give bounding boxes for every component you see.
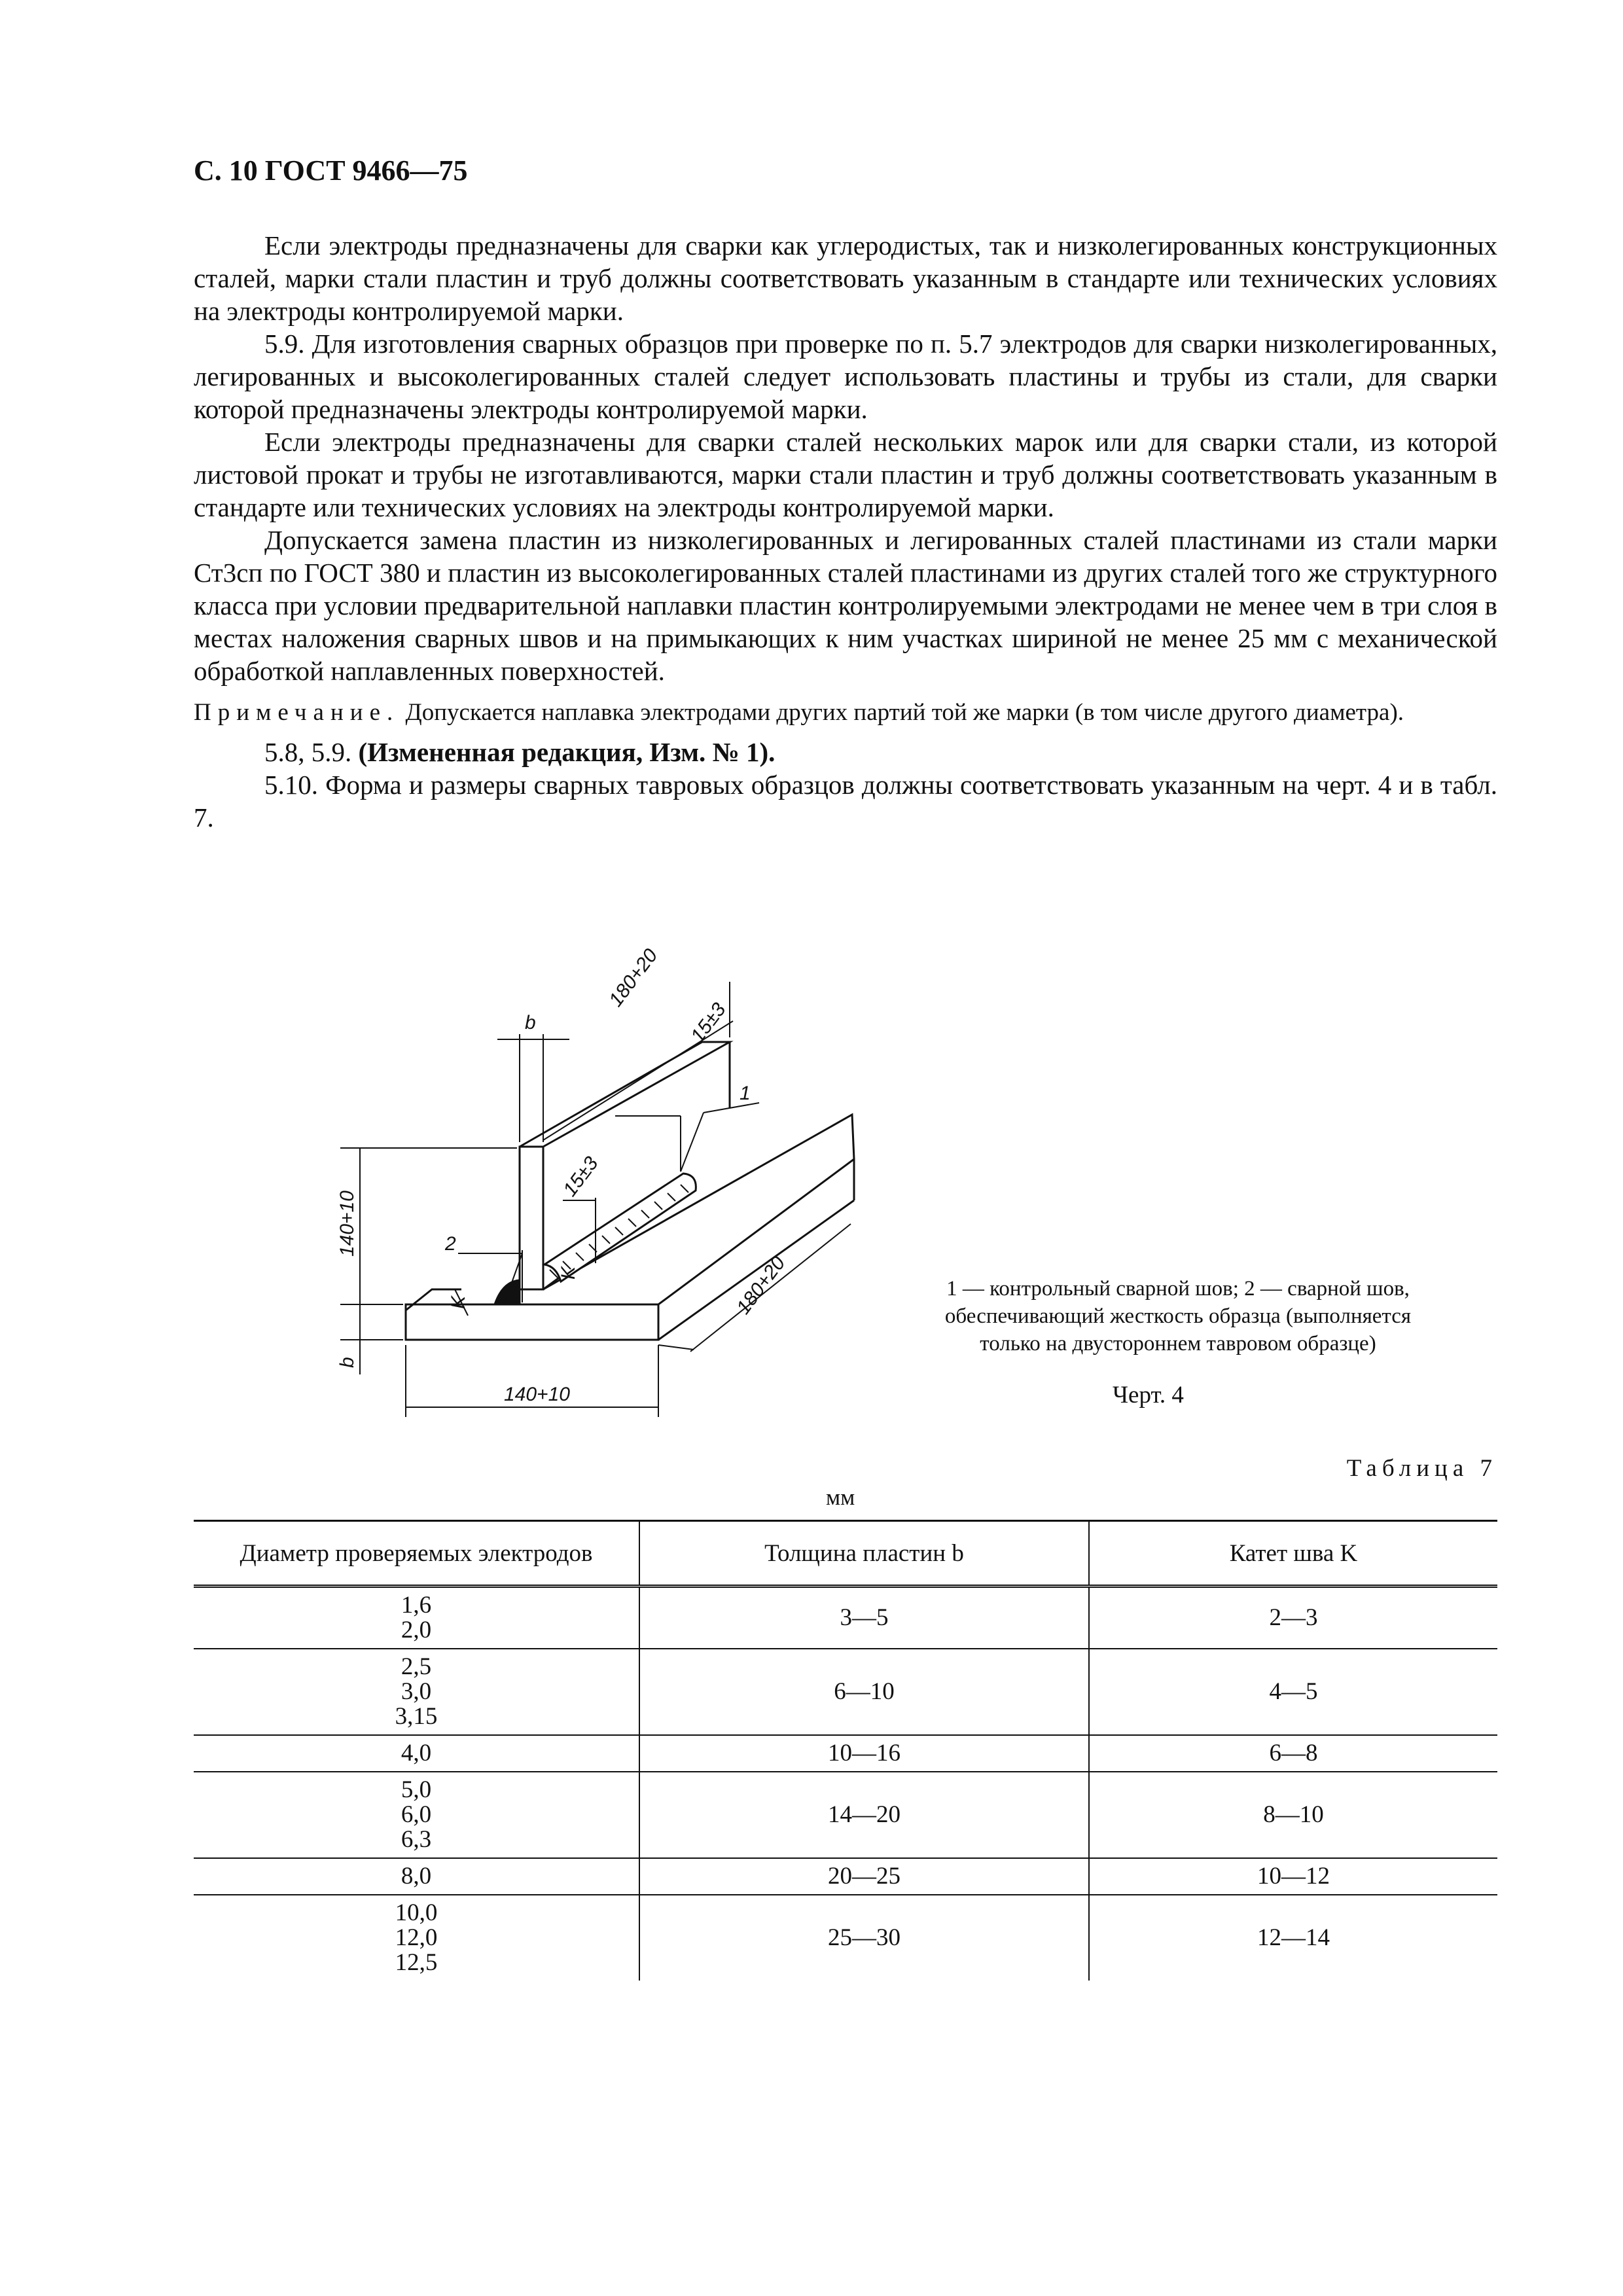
callout-1: 1 <box>740 1083 751 1104</box>
diameter-value: 12,0 <box>395 1924 438 1951</box>
body-text <box>194 229 1497 834</box>
header-diameter: Диаметр проверяемых электродов <box>194 1521 639 1587</box>
diameter-cell <box>194 1735 639 1772</box>
note <box>194 698 1497 728</box>
label-weld-offset-side: 15±3 <box>559 1153 603 1201</box>
diameter-value: 12,5 <box>395 1949 438 1976</box>
header-leg: Катет шва K <box>1089 1521 1497 1587</box>
label-dim-height: 140+10 <box>336 1191 358 1257</box>
diameter-value: 4,0 <box>401 1740 432 1767</box>
note-text: Допускается наплавка электродами других партий той же марки (в том числе другого диаметра). <box>399 699 1404 726</box>
label-leg-k-right: K <box>558 1266 579 1280</box>
label-dim-thickness-left: b <box>336 1357 358 1368</box>
leg-cell: 4—5 <box>1089 1649 1497 1735</box>
table-units: мм <box>826 1484 855 1510</box>
amendment-ref: 5.8, 5.9. <box>264 737 359 767</box>
leg-cell: 8—10 <box>1089 1772 1497 1858</box>
table-row <box>194 1858 1497 1895</box>
diameter-value: 6,0 <box>401 1801 432 1828</box>
stiffening-weld <box>495 1280 520 1304</box>
diameter-value: 3,0 <box>401 1678 432 1705</box>
table-label: Таблица 7 <box>1346 1455 1497 1482</box>
thickness-cell: 3—5 <box>639 1587 1089 1649</box>
table-row <box>194 1895 1497 1981</box>
paragraph-steel-grades: Если электроды предназначены для сварки как углеродистых, так и низколегированных конструкционных сталей, марки стали пластин и труб должны соответствовать указанным в стандарте или технических условиях на электроды контролируемой марки. <box>194 230 1497 326</box>
table-row <box>194 1587 1497 1649</box>
paragraph-amendment <box>194 736 1497 768</box>
diameter-cell <box>194 1858 639 1895</box>
legend-line-1: 1 — контрольный сварной шов; 2 — сварной шов, <box>946 1277 1410 1300</box>
note-label: Примечание. <box>194 699 400 726</box>
label-weld-offset-top: 15±3 <box>687 999 730 1047</box>
diameter-value: 2,5 <box>401 1653 432 1680</box>
diameter-cell <box>194 1649 639 1735</box>
legend-line-2: обеспечивающий жесткость образца (выполняется <box>944 1304 1412 1328</box>
callout-2: 2 <box>445 1233 456 1255</box>
diameter-value: 10,0 <box>395 1899 438 1926</box>
leg-cell: 10—12 <box>1089 1858 1497 1895</box>
legend-line-3: только на двустороннем тавровом образце) <box>980 1332 1376 1355</box>
table-row <box>194 1649 1497 1735</box>
thickness-cell: 20—25 <box>639 1858 1089 1895</box>
diameter-value: 2,0 <box>401 1617 432 1643</box>
diameter-value: 8,0 <box>401 1863 432 1890</box>
table-row <box>194 1772 1497 1858</box>
label-dim-length-bottom: 180+20 <box>732 1252 790 1319</box>
leg-cell: 12—14 <box>1089 1895 1497 1981</box>
electrode-table <box>194 1520 1497 1981</box>
diameter-cell <box>194 1587 639 1649</box>
figure-caption: Черт. 4 <box>1113 1382 1184 1408</box>
dimension-lines <box>340 982 851 1417</box>
header-thickness: Толщина пластин b <box>639 1521 1089 1587</box>
thickness-cell: 6—10 <box>639 1649 1089 1735</box>
diameter-value: 1,6 <box>401 1592 432 1619</box>
table-header-row <box>194 1521 1497 1587</box>
label-dim-width-bottom: 140+10 <box>504 1384 570 1405</box>
diameter-value: 5,0 <box>401 1776 432 1803</box>
paragraph-replacement: Допускается замена пластин из низколегированных и легированных сталей пластинами из стали марки Ст3сп по ГОСТ 380 и пластин из высоколегированных сталей пластинами из других сталей того же структурного класса при условии предварительной наплавки пластин контролируемыми электродами не менее чем в три слоя в местах наложения сварных швов и на примыкающих к ним участках шириной не менее 25 мм с механической обработкой наплавленных поверхностей. <box>194 525 1497 686</box>
table-row <box>194 1735 1497 1772</box>
paragraph-several-grades: Если электроды предназначены для сварки сталей нескольких марок или для сварки стали, из которой листовой прокат и трубы не изготавливаются, марки стали пластин и труб должны соответствовать указанным в стандарте или технических условиях на электроды контролируемой марки. <box>194 427 1497 522</box>
label-leg-k-left: K <box>448 1295 469 1309</box>
thickness-cell: 10—16 <box>639 1735 1089 1772</box>
diameter-cell <box>194 1772 639 1858</box>
t-joint-drawing <box>327 857 916 1440</box>
diameter-cell <box>194 1895 639 1981</box>
label-dim-length-top: 180+20 <box>605 944 662 1011</box>
page-header: С. 10 ГОСТ 9466—75 <box>194 154 468 187</box>
figure-legend <box>890 1275 1466 1357</box>
amendment-text: (Измененная редакция, Изм. № 1). <box>358 737 776 767</box>
paragraph-5-10: 5.10. Форма и размеры сварных тавровых образцов должны соответствовать указанным на черт. 4 и в табл. 7. <box>194 770 1497 833</box>
diameter-value: 3,15 <box>395 1703 438 1730</box>
vertical-rib <box>520 1042 730 1289</box>
thickness-cell: 25—30 <box>639 1895 1089 1981</box>
leg-cell: 6—8 <box>1089 1735 1497 1772</box>
diameter-value: 6,3 <box>401 1826 432 1853</box>
thickness-cell: 14—20 <box>639 1772 1089 1858</box>
label-dim-thickness-top: b <box>525 1012 536 1033</box>
paragraph-5-9: 5.9. Для изготовления сварных образцов при проверке по п. 5.7 электродов для сварки низколегированных, легированных и высоколегированных сталей следует использовать пластины и трубы из стали, для сварки которой предназначены электроды контролируемой марки. <box>194 329 1497 424</box>
leg-cell: 2—3 <box>1089 1587 1497 1649</box>
